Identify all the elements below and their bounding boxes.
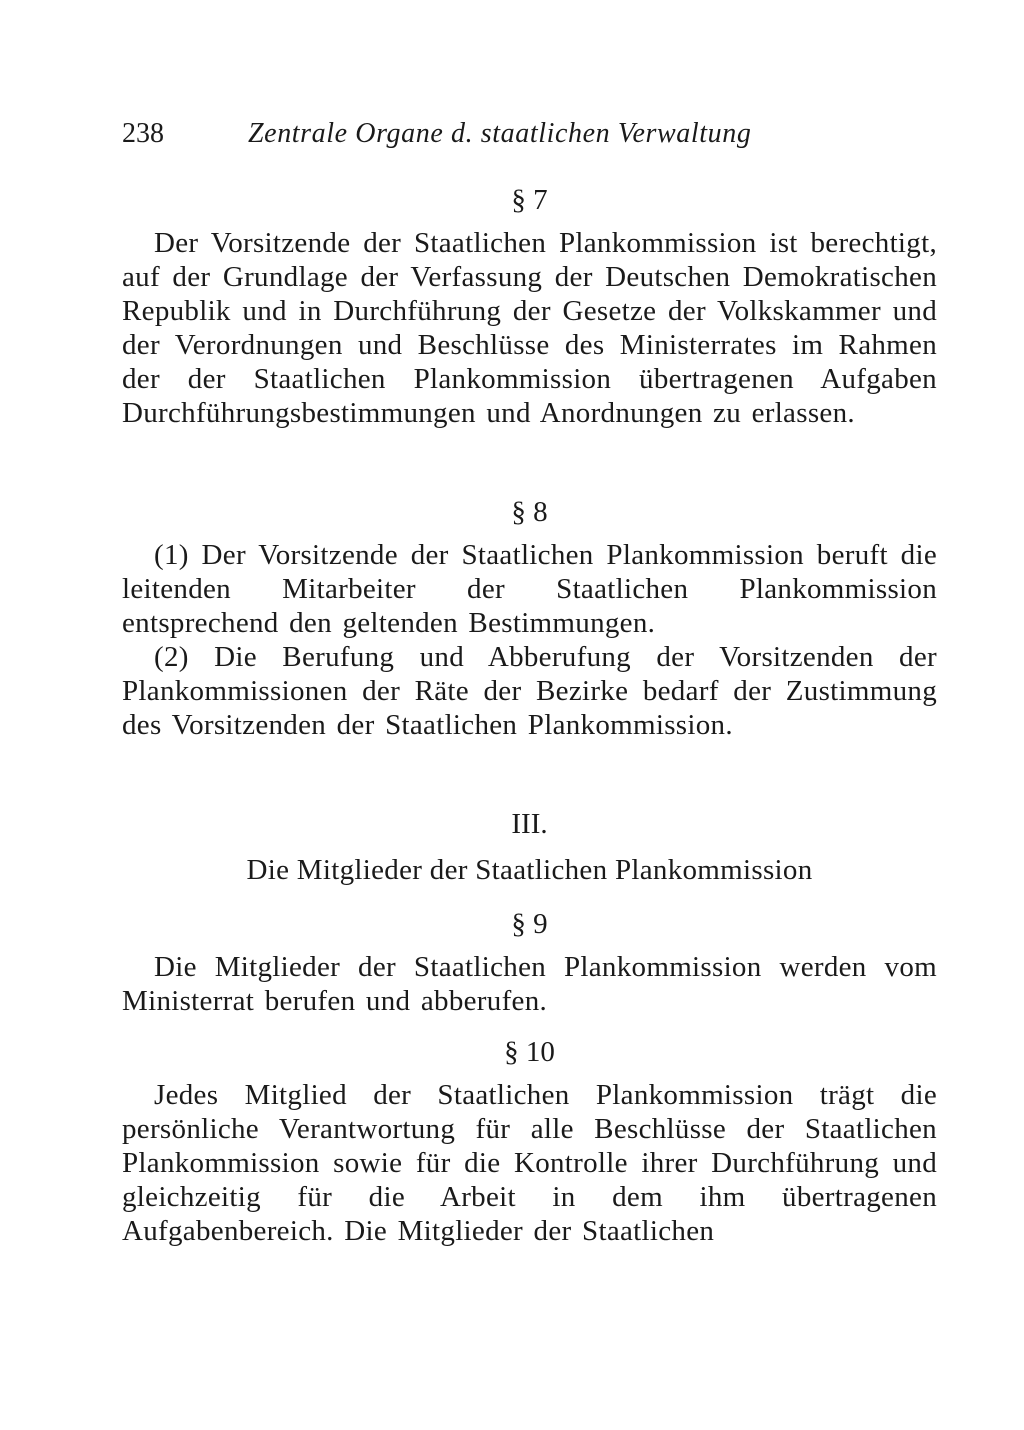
page-header <box>122 112 822 156</box>
chapter-numeral: III. <box>511 808 548 840</box>
section-7-paragraph: Der Vorsitzende der Staatlichen Plankommission ist berechtigt, auf der Grundlage der Verfassung der Deutschen Demokratischen Republik und in Durchführung der Gesetze der Volkskammer und der Verordnungen und Beschlüsse des Ministerrates im Rahmen der der Staatlichen Plankommission übertragenen Aufgaben Durchführungsbestimmungen und Anordnungen zu erlassen. <box>122 227 937 429</box>
page-body <box>122 180 937 1248</box>
chapter-title: Die Mitglieder der Staatlichen Plankommission <box>246 854 813 886</box>
running-title: Zentrale Organe d. staatlichen Verwaltung <box>248 118 752 149</box>
section-7-heading: § 7 <box>511 184 548 216</box>
section-8-paragraph-1: (1) Der Vorsitzende der Staatlichen Plankommission beruft die leitenden Mitarbeiter der Staatlichen Plankommission entsprechend den geltenden Bestimmungen. <box>122 539 937 639</box>
section-10-paragraph: Jedes Mitglied der Staatlichen Plankommission trägt die persönliche Verantwortung für alle Beschlüsse der Staatlichen Plankommission sowie für die Kontrolle ihrer Durchführung und gleichzeitig für die Arbeit in dem ihm übertragenen Aufgabenbereich. Die Mitglieder der Staatlichen <box>122 1079 937 1247</box>
page-number: 238 <box>122 118 164 149</box>
section-8-heading: § 8 <box>511 496 548 528</box>
section-9-heading: § 9 <box>511 908 548 940</box>
section-9-paragraph: Die Mitglieder der Staatlichen Plankommission werden vom Ministerrat berufen und abberufen. <box>122 951 937 1017</box>
section-10-heading: § 10 <box>504 1036 555 1068</box>
section-8-paragraph-2: (2) Die Berufung und Abberufung der Vorsitzenden der Plankommissionen der Räte der Bezirke bedarf der Zustimmung des Vorsitzenden der Staatlichen Plankommission. <box>122 641 937 741</box>
